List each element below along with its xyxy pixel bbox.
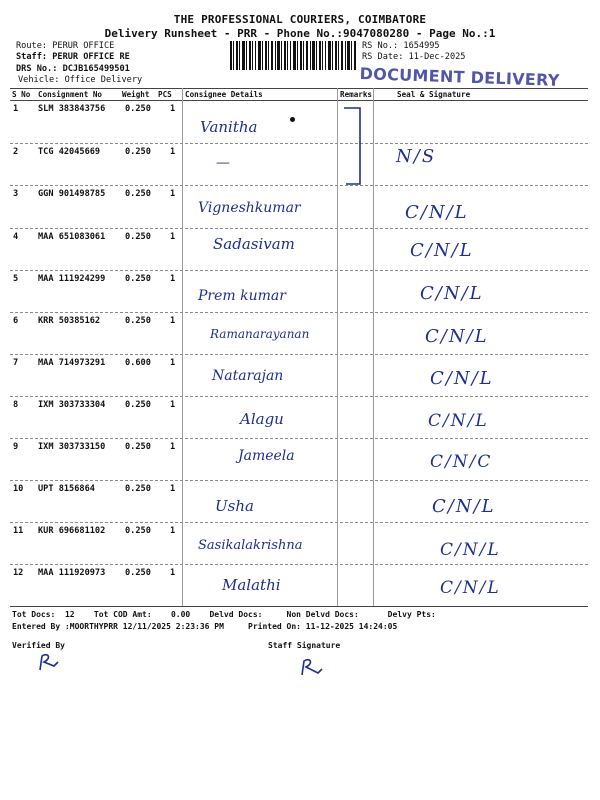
row-7-pcs: 1 bbox=[170, 358, 176, 368]
row-4-consignee-signature: Sadasivam bbox=[213, 235, 295, 253]
row-3-seal-signature: C/N/L bbox=[405, 202, 469, 223]
row-1-consignee-signature: Vanitha bbox=[200, 118, 258, 136]
row-6-weight: 0.250 bbox=[125, 316, 151, 326]
col-header-consignee: Consignee Details bbox=[185, 90, 263, 99]
col-header-remarks: Remarks bbox=[340, 90, 373, 99]
row-7-seal-signature: C/N/L bbox=[430, 368, 494, 389]
row-8-seal-signature: C/N/L bbox=[428, 411, 489, 431]
row-11-seal-signature: C/N/L bbox=[440, 540, 501, 560]
row-4-consignment: MAA 651083061 bbox=[38, 232, 106, 242]
row-6-seal-signature: C/N/L bbox=[425, 326, 489, 347]
row-separator bbox=[10, 270, 588, 271]
staff-signature-label: Staff Signature bbox=[268, 641, 341, 650]
row-12-pcs: 1 bbox=[170, 568, 176, 578]
row-3-consignee-signature: Vigneshkumar bbox=[198, 200, 301, 216]
col-header-pcs: PCS bbox=[158, 90, 172, 99]
row-9-sno: 9 bbox=[13, 442, 19, 452]
col-header-seal: Seal & Signature bbox=[397, 90, 471, 99]
row-2-weight: 0.250 bbox=[125, 147, 151, 157]
row-12-seal-signature: C/N/L bbox=[440, 578, 501, 598]
barcode-icon bbox=[230, 41, 356, 70]
row-separator bbox=[10, 143, 588, 144]
row-5-pcs: 1 bbox=[170, 274, 176, 284]
row-5-seal-signature: C/N/L bbox=[420, 283, 484, 304]
row-7-weight: 0.600 bbox=[125, 358, 151, 368]
table-header-rule bbox=[10, 100, 588, 101]
row-4-weight: 0.250 bbox=[125, 232, 151, 242]
row-2-consignee-signature: — bbox=[216, 155, 230, 171]
col-divider-consignee bbox=[182, 88, 183, 606]
row-1-sno: 1 bbox=[13, 104, 19, 114]
row-5-consignment: MAA 111924299 bbox=[38, 274, 106, 284]
row-10-seal-signature: C/N/L bbox=[432, 496, 496, 517]
row-separator bbox=[10, 396, 588, 397]
row-3-consignment: GGN 901498785 bbox=[38, 189, 106, 199]
row-8-consignee-signature: Alagu bbox=[240, 410, 284, 428]
vehicle-label: Vehicle: Office Delivery bbox=[18, 75, 143, 85]
row-2-seal-signature: N/S bbox=[396, 146, 437, 167]
row-9-seal-signature: C/N/C bbox=[430, 452, 493, 472]
runsheet-subtitle: Delivery Runsheet - PRR - Phone No.:9047080280 - Page No.:1 bbox=[104, 27, 496, 40]
row-10-pcs: 1 bbox=[170, 484, 176, 494]
row-separator bbox=[10, 480, 588, 481]
document-delivery-stamp: DOCUMENT DELIVERY bbox=[359, 64, 561, 90]
row-11-pcs: 1 bbox=[170, 526, 176, 536]
row-separator bbox=[10, 312, 588, 313]
row-separator bbox=[10, 564, 588, 565]
entered-by-line: Entered By :MOORTHYPRR 12/11/2025 2:23:36 PM Printed On: 11-12-2025 14:24:05 bbox=[12, 622, 398, 631]
row-8-pcs: 1 bbox=[170, 400, 176, 410]
row-separator bbox=[10, 228, 588, 229]
col-header-weight: Weight bbox=[122, 90, 150, 99]
row-separator bbox=[10, 522, 588, 523]
row-12-sno: 12 bbox=[13, 568, 24, 578]
row-1-consignment: SLM 383843756 bbox=[38, 104, 106, 114]
col-header-consignment: Consignment No bbox=[38, 90, 103, 99]
row-10-consignee-signature: Usha bbox=[215, 497, 254, 515]
row-12-consignee-signature: Malathi bbox=[222, 576, 281, 594]
ink-dot bbox=[290, 117, 295, 122]
row-7-sno: 7 bbox=[13, 358, 19, 368]
row-10-weight: 0.250 bbox=[125, 484, 151, 494]
row-separator bbox=[10, 185, 588, 186]
row-5-sno: 5 bbox=[13, 274, 19, 284]
table-bottom-rule bbox=[10, 606, 588, 607]
remarks-bracket bbox=[340, 104, 370, 188]
row-7-consignee-signature: Natarajan bbox=[212, 368, 284, 384]
rs-number: RS No.: 1654995 bbox=[362, 41, 440, 51]
row-9-weight: 0.250 bbox=[125, 442, 151, 452]
row-8-sno: 8 bbox=[13, 400, 19, 410]
row-2-consignment: TCG 42045669 bbox=[38, 147, 101, 157]
row-2-sno: 2 bbox=[13, 147, 19, 157]
row-3-weight: 0.250 bbox=[125, 189, 151, 199]
row-11-sno: 11 bbox=[13, 526, 24, 536]
row-4-seal-signature: C/N/L bbox=[410, 240, 474, 261]
row-4-pcs: 1 bbox=[170, 232, 176, 242]
col-header-sno: S No bbox=[12, 90, 31, 99]
row-3-pcs: 1 bbox=[170, 189, 176, 199]
row-10-consignment: UPT 8156864 bbox=[38, 484, 95, 494]
verified-by-label: Verified By bbox=[12, 641, 65, 650]
row-separator bbox=[10, 354, 588, 355]
totals-line: Tot Docs: 12 Tot COD Amt: 0.00 Delvd Docs: Non Delvd Docs: Delvy Pts: bbox=[12, 610, 436, 619]
row-9-pcs: 1 bbox=[170, 442, 176, 452]
table-top-rule bbox=[10, 88, 588, 89]
row-9-consignee-signature: Jameela bbox=[238, 448, 295, 464]
row-10-sno: 10 bbox=[13, 484, 24, 494]
row-11-consignee-signature: Sasikalakrishna bbox=[198, 538, 303, 553]
row-2-pcs: 1 bbox=[170, 147, 176, 157]
row-6-consignee-signature: Ramanarayanan bbox=[210, 327, 310, 341]
rs-date: RS Date: 11-Dec-2025 bbox=[362, 52, 466, 62]
row-7-consignment: MAA 714973291 bbox=[38, 358, 106, 368]
row-11-consignment: KUR 696681102 bbox=[38, 526, 106, 536]
drs-number: DRS No.: DCJB165499501 bbox=[16, 64, 130, 74]
row-6-sno: 6 bbox=[13, 316, 19, 326]
row-12-weight: 0.250 bbox=[125, 568, 151, 578]
row-8-consignment: IXM 303733304 bbox=[38, 400, 106, 410]
row-6-consignment: KRR 50385162 bbox=[38, 316, 101, 326]
row-1-weight: 0.250 bbox=[125, 104, 151, 114]
row-6-pcs: 1 bbox=[170, 316, 176, 326]
staff-label: Staff: PERUR OFFICE RE bbox=[16, 52, 130, 62]
row-12-consignment: MAA 111920973 bbox=[38, 568, 106, 578]
row-1-pcs: 1 bbox=[170, 104, 176, 114]
verified-by-signature bbox=[34, 650, 64, 674]
staff-signature-mark bbox=[296, 655, 328, 679]
row-5-weight: 0.250 bbox=[125, 274, 151, 284]
col-divider-remarks bbox=[337, 88, 338, 606]
row-5-consignee-signature: Prem kumar bbox=[198, 288, 286, 304]
row-9-consignment: IXM 303733150 bbox=[38, 442, 106, 452]
row-8-weight: 0.250 bbox=[125, 400, 151, 410]
company-title: THE PROFESSIONAL COURIERS, COIMBATORE bbox=[173, 13, 427, 26]
row-4-sno: 4 bbox=[13, 232, 19, 242]
row-separator bbox=[10, 438, 588, 439]
row-11-weight: 0.250 bbox=[125, 526, 151, 536]
route-label: Route: PERUR OFFICE bbox=[16, 41, 115, 51]
col-divider-seal bbox=[373, 88, 374, 606]
row-3-sno: 3 bbox=[13, 189, 19, 199]
